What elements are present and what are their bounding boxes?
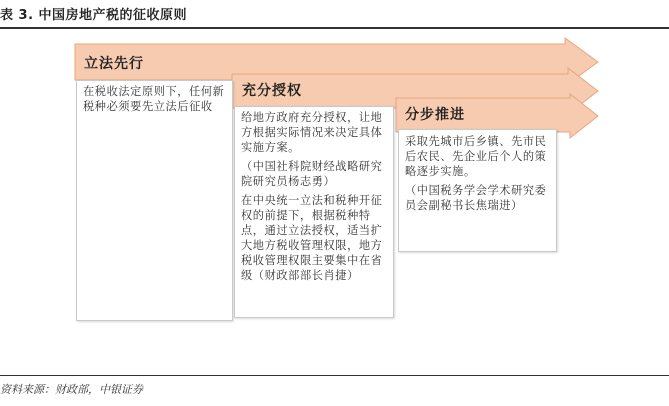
stage-2-body: [241, 110, 387, 287]
stage-3-body: [405, 134, 551, 217]
table-title: 表 3. 中国房地产税的征收原则: [0, 8, 188, 23]
stage-2-paragraph: （中国社科院财经战略研究院研究员杨志勇）: [241, 160, 383, 188]
stage-2-heading: 充分授权: [242, 83, 302, 99]
stage-3-heading: 分步推进: [405, 107, 465, 123]
stage-2-paragraph: 在中央统一立法和税种开征权的前提下，根据税种特点，通过立法授权，适当扩大地方税收管理权限，地方税收管理权限主要集中在省级（财政部部长肖捷）: [241, 194, 383, 282]
stage-2-paragraph: 给地方政府充分授权，让地方根据实际情况来决定具体实施方案。: [241, 111, 383, 154]
stage-1-heading: 立法先行: [84, 56, 144, 72]
bottom-rule: [0, 375, 669, 376]
stage-3-paragraph: 采取先城市后乡镇、先市民后农民、先企业后个人的策略逐步实施。: [405, 135, 547, 178]
source-note: 资料来源：财政部，中银证券: [0, 383, 143, 396]
stage-1-paragraph: 在税收法定原则下，任何新税种必须要先立法后征收: [83, 85, 225, 113]
stage-1-body: [83, 84, 227, 118]
stage-3-paragraph: （中国税务学会学术研究委员会副秘书长焦瑞进）: [405, 184, 547, 212]
